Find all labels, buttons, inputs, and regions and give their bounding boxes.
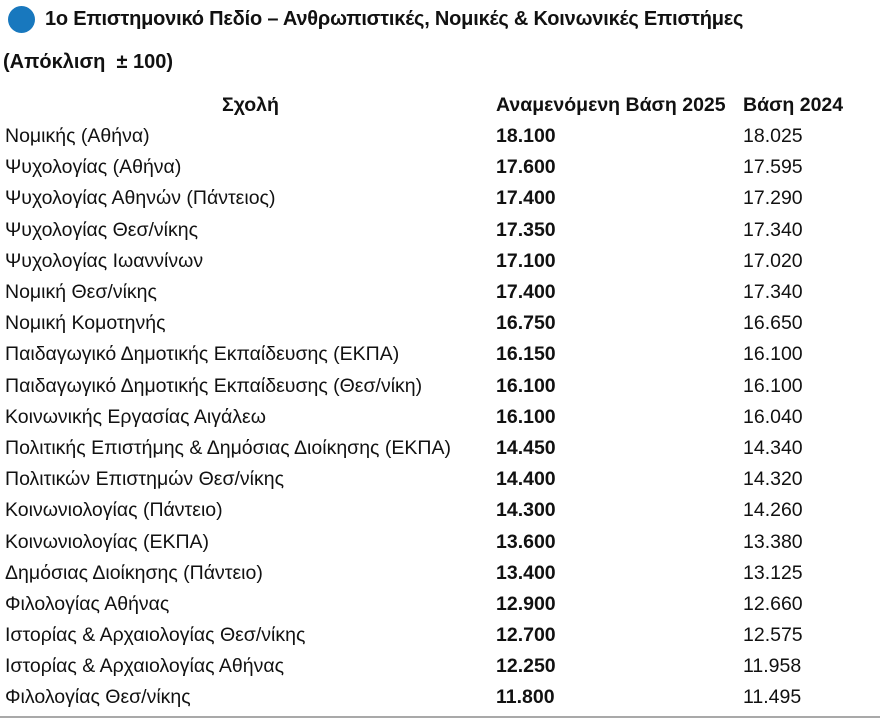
cell-expected-2025: 16.100	[496, 405, 556, 428]
page-header	[8, 5, 743, 33]
cell-school: Ψυχολογίας Θεσ/νίκης	[5, 218, 199, 241]
cell-base-2024: 17.290	[743, 187, 803, 210]
table-row	[5, 215, 880, 246]
cell-school: Κοινωνιολογίας (Πάντειο)	[5, 499, 223, 522]
cell-base-2024: 17.595	[743, 156, 803, 179]
cell-school: Νομική Θεσ/νίκης	[5, 281, 157, 304]
table-row	[5, 651, 880, 682]
cell-school: Παιδαγωγικό Δημοτικής Εκπαίδευσης (Θεσ/νίκη)	[5, 374, 423, 397]
cell-expected-2025: 13.600	[496, 530, 556, 553]
cell-expected-2025: 17.350	[496, 218, 556, 241]
table-row	[5, 339, 880, 370]
column-header-school: Σχολή	[222, 94, 279, 116]
cell-school: Φιλολογίας Θεσ/νίκης	[5, 686, 191, 709]
blue-circle-icon	[8, 6, 35, 33]
cell-base-2024: 12.660	[743, 592, 803, 615]
table-row	[5, 371, 880, 402]
cell-expected-2025: 14.300	[496, 499, 556, 522]
cell-base-2024: 13.380	[743, 530, 803, 553]
column-header-base-2024: Βάση 2024	[743, 94, 844, 116]
cell-school: Πολιτικών Επιστημών Θεσ/νίκης	[5, 468, 284, 491]
table-row	[5, 682, 880, 713]
table-row	[5, 183, 880, 214]
page-subtitle: (Απόκλιση ± 100)	[3, 51, 174, 73]
cell-expected-2025: 14.400	[496, 468, 556, 491]
table-row	[5, 620, 880, 651]
cell-school: Νομική Κομοτηνής	[5, 312, 166, 335]
cell-expected-2025: 12.900	[496, 592, 556, 615]
table-row	[5, 402, 880, 433]
cell-base-2024: 18.025	[743, 125, 803, 148]
table-row	[5, 495, 880, 526]
table-row	[5, 433, 880, 464]
table-row	[5, 277, 880, 308]
cell-base-2024: 16.100	[743, 343, 803, 366]
cell-expected-2025: 17.400	[496, 281, 556, 304]
cell-expected-2025: 16.750	[496, 312, 556, 335]
cell-school: Ψυχολογίας (Αθήνα)	[5, 156, 182, 179]
cell-expected-2025: 17.100	[496, 249, 556, 272]
cell-expected-2025: 12.250	[496, 655, 556, 678]
cell-expected-2025: 17.600	[496, 156, 556, 179]
cell-base-2024: 14.260	[743, 499, 803, 522]
cell-school: Δημόσιας Διοίκησης (Πάντειο)	[5, 561, 263, 584]
table-row	[5, 246, 880, 277]
cell-school: Ιστορίας & Αρχαιολογίας Θεσ/νίκης	[5, 624, 306, 647]
table-row	[5, 308, 880, 339]
cell-expected-2025: 16.150	[496, 343, 556, 366]
cell-base-2024: 11.495	[743, 686, 802, 709]
cell-base-2024: 13.125	[743, 561, 803, 584]
cell-school: Νομικής (Αθήνα)	[5, 125, 150, 148]
cell-base-2024: 16.100	[743, 374, 803, 397]
cell-base-2024: 16.040	[743, 405, 803, 428]
cell-expected-2025: 11.800	[496, 686, 555, 709]
cell-base-2024: 17.340	[743, 218, 803, 241]
cell-expected-2025: 16.100	[496, 374, 556, 397]
cell-base-2024: 14.340	[743, 436, 803, 459]
cell-school: Ψυχολογίας Αθηνών (Πάντειος)	[5, 187, 276, 210]
cell-school: Πολιτικής Επιστήμης & Δημόσιας Διοίκησης (ΕΚΠΑ)	[5, 436, 451, 459]
bottom-divider	[0, 716, 880, 718]
cell-base-2024: 14.320	[743, 468, 803, 491]
table-row	[5, 589, 880, 620]
cell-school: Ψυχολογίας Ιωαννίνων	[5, 249, 204, 272]
cell-school: Παιδαγωγικό Δημοτικής Εκπαίδευσης (ΕΚΠΑ)	[5, 343, 400, 366]
cell-school: Κοινωνικής Εργασίας Αιγάλεω	[5, 405, 266, 428]
cell-expected-2025: 14.450	[496, 436, 556, 459]
table-row	[5, 152, 880, 183]
cell-school: Κοινωνιολογίας (ΕΚΠΑ)	[5, 530, 210, 553]
table-row	[5, 121, 880, 152]
column-header-expected-2025: Αναμενόμενη Βάση 2025	[496, 94, 726, 116]
cell-expected-2025: 17.400	[496, 187, 556, 210]
cell-expected-2025: 18.100	[496, 125, 556, 148]
table-row	[5, 558, 880, 589]
cell-base-2024: 16.650	[743, 312, 803, 335]
page-title: 1ο Επιστημονικό Πεδίο – Ανθρωπιστικές, Νομικές & Κοινωνικές Επιστήμες	[45, 7, 744, 30]
cell-expected-2025: 13.400	[496, 561, 556, 584]
table-row	[5, 526, 880, 557]
table-row	[5, 464, 880, 495]
cell-base-2024: 11.958	[743, 655, 802, 678]
cell-school: Φιλολογίας Αθήνας	[5, 592, 170, 615]
cell-base-2024: 12.575	[743, 624, 803, 647]
table-header-row	[5, 90, 880, 121]
cell-school: Ιστορίας & Αρχαιολογίας Αθήνας	[5, 655, 284, 678]
table-body	[5, 121, 880, 714]
cell-base-2024: 17.020	[743, 249, 803, 272]
cell-base-2024: 17.340	[743, 281, 803, 304]
cell-expected-2025: 12.700	[496, 624, 556, 647]
